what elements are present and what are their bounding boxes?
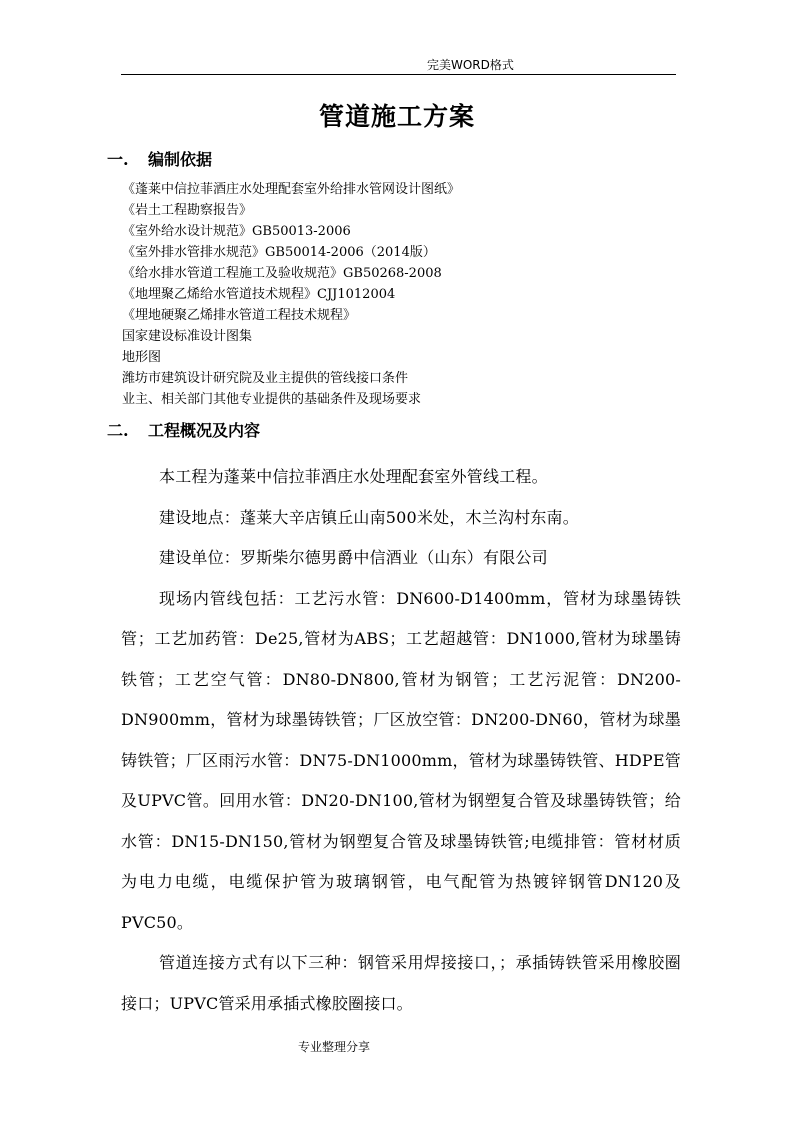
list-item: 地形图 — [122, 350, 162, 365]
page-header — [121, 56, 676, 75]
section-title: 工程概况及内容 — [148, 421, 261, 440]
section-heading-2 — [107, 421, 260, 441]
list-item: 国家建设标准设计图集 — [122, 329, 253, 344]
list-item: 《给水排水管道工程施工及验收规范》GB50268-2008 — [122, 266, 442, 281]
section-number: 二. — [107, 421, 129, 440]
section-heading-1 — [107, 150, 212, 170]
list-item: 《埋地硬聚乙烯排水管道工程技术规程》 — [122, 308, 357, 323]
page-footer: 专业整理分享 — [298, 1040, 371, 1054]
paragraph: 建设单位：罗斯柴尔德男爵中信酒业（山东）有限公司 — [159, 548, 548, 567]
list-item: 《岩土工程勘察报告》 — [122, 203, 253, 218]
section-number: 一. — [107, 150, 129, 169]
reference-list — [122, 179, 460, 410]
section-title: 编制依据 — [148, 150, 213, 169]
list-item: 《室外排水管排水规范》GB50014-2006（2014版） — [122, 245, 436, 260]
list-item: 《蓬莱中信拉菲酒庄水处理配套室外给排水管网设计图纸》 — [122, 182, 461, 197]
paragraph: 建设地点：蓬莱大辛店镇丘山南500米处，木兰沟村东南。 — [159, 507, 579, 527]
paragraph: 管道连接方式有以下三种：钢管采用焊接接口，；承插铸铁管采用橡胶圈接口；UPVC管采用承插式橡胶圈接口。 — [121, 953, 681, 1013]
paragraph: 现场内管线包括：工艺污水管：DN600-D1400mm，管材为球墨铸铁管；工艺加药管：De25,管材为ABS；工艺超越管：DN1000,管材为球墨铸铁管；工艺空气管：DN80-DN800,管材为钢管；工艺污泥管：DN200-DN900mm，管材为球墨铸铁管；厂区放空管：DN200-DN60，管材为球墨铸铁管；厂区雨污水管：DN75-DN1000mm，管材为球墨铸铁管、HDPE管及UPVC管。回用水管：DN20-DN100,管材为钢塑复合管及球墨铸铁管；给水管：DN15-DN150,管材为钢塑复合管及球墨铸铁管;电缆排管：管材材质为电力电缆，电缆保护管为玻璃钢管，电气配管为热镀锌钢管DN120及PVC50。 — [121, 588, 681, 932]
body-text — [121, 457, 681, 1024]
document-title: 管道施工方案 — [318, 102, 475, 131]
paragraph: 本工程为蓬莱中信拉菲酒庄水处理配套室外管线工程。 — [159, 467, 548, 486]
header-text: 完美WORD格式 — [427, 58, 514, 72]
list-item: 业主、相关部门其他专业提供的基础条件及现场要求 — [122, 392, 422, 407]
list-item: 潍坊市建筑设计研究院及业主提供的管线接口条件 — [122, 371, 409, 386]
list-item: 《地埋聚乙烯给水管道技术规程》CJJ1012004 — [122, 287, 396, 302]
list-item: 《室外给水设计规范》GB50013-2006 — [122, 224, 351, 239]
